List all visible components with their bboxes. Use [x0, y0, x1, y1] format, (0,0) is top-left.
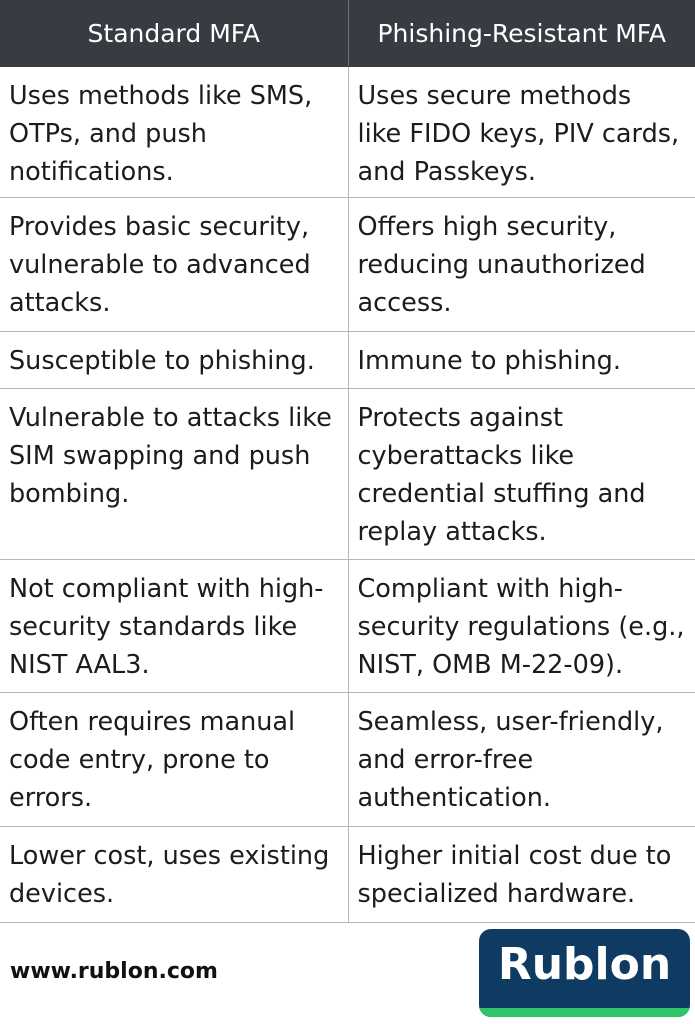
standard-mfa-cell: Vulnerable to attacks like SIM swapping and push bombing. — [0, 389, 348, 560]
table-row — [0, 198, 695, 332]
website-url: www.rublon.com — [10, 959, 218, 984]
phishing-resistant-cell: Uses secure methods like FIDO keys, PIV cards, and Passkeys. — [348, 67, 695, 198]
header-phishing-resistant-mfa: Phishing-Resistant MFA — [348, 0, 695, 67]
standard-mfa-cell: Lower cost, uses existing devices. — [0, 827, 348, 923]
standard-mfa-cell: Uses methods like SMS, OTPs, and push notifications. — [0, 67, 348, 198]
phishing-resistant-cell: Seamless, user-friendly, and error-free authentication. — [348, 693, 695, 827]
standard-mfa-cell: Often requires manual code entry, prone to errors. — [0, 693, 348, 827]
table-row — [0, 827, 695, 923]
phishing-resistant-cell: Protects against cyberattacks like credential stuffing and replay attacks. — [348, 389, 695, 560]
table-row — [0, 389, 695, 560]
header-standard-mfa: Standard MFA — [0, 0, 348, 67]
standard-mfa-cell: Susceptible to phishing. — [0, 332, 348, 389]
logo-wordmark: Rublon — [497, 939, 672, 990]
header-row — [0, 0, 695, 67]
table-row — [0, 560, 695, 693]
table-row — [0, 693, 695, 827]
rublon-logo — [479, 929, 690, 1017]
phishing-resistant-cell: Immune to phishing. — [348, 332, 695, 389]
phishing-resistant-cell: Compliant with high- security regulations (e.g., NIST, OMB M-22-09). — [348, 560, 695, 693]
standard-mfa-cell: Not compliant with high- security standards like NIST AAL3. — [0, 560, 348, 693]
phishing-resistant-cell: Higher initial cost due to specialized hardware. — [348, 827, 695, 923]
table-row — [0, 332, 695, 389]
table-row — [0, 67, 695, 198]
standard-mfa-cell: Provides basic security, vulnerable to advanced attacks. — [0, 198, 348, 332]
footer — [0, 922, 695, 1024]
phishing-resistant-cell: Offers high security, reducing unauthorized access. — [348, 198, 695, 332]
logo-accent-stripe — [479, 1008, 690, 1017]
